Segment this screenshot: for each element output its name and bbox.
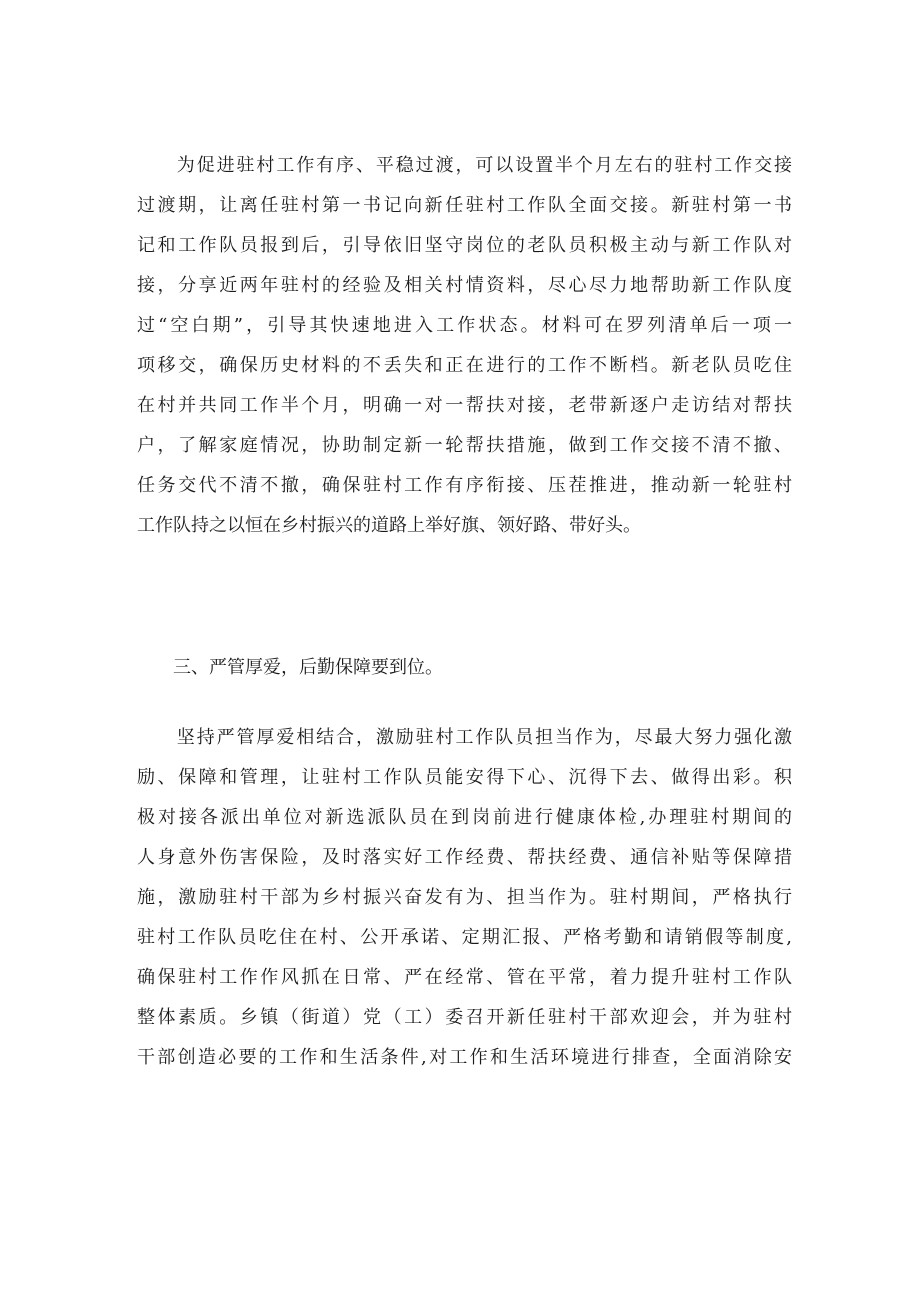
paragraph-line: 驻村工作队员吃住在村、公开承诺、定期汇报、严格考勤和请销假等制度,	[137, 927, 792, 948]
section-heading-3	[137, 648, 792, 688]
paragraph-line: 在村并共同工作半个月，明确一对一帮扶对接，老带新逐户走访结对帮扶	[137, 395, 792, 416]
paragraph-line: 项移交，确保历史材料的不丢失和正在进行的工作不断档。新老队员吃住	[137, 355, 792, 376]
paragraph-line: 接，分享近两年驻村的经验及相关村情资料，尽心尽力地帮助新工作队度	[137, 275, 792, 296]
paragraph-line: 任务交代不清不撤，确保驻村工作有序衔接、压茬推进，推动新一轮驻村	[137, 475, 792, 496]
paragraph-line: 户，了解家庭情况，协助制定新一轮帮扶措施，做到工作交接不清不撤、	[137, 435, 792, 456]
paragraph-support-guarantee	[137, 718, 792, 1078]
paragraph-line: 过渡期，让离任驻村第一书记向新任驻村工作队全面交接。新驻村第一书	[137, 195, 792, 216]
paragraph-line: 坚持严管厚爱相结合，激励驻村工作队员担当作为，尽最大努力强化激	[137, 727, 792, 748]
paragraph-line: 记和工作队员报到后，引导依旧坚守岗位的老队员积极主动与新工作队对	[137, 235, 792, 256]
paragraph-transition-period	[137, 146, 792, 546]
paragraph-line: 人身意外伤害保险，及时落实好工作经费、帮扶经费、通信补贴等保障措	[137, 847, 792, 868]
paragraph-line: 为促进驻村工作有序、平稳过渡，可以设置半个月左右的驻村工作交接	[137, 155, 792, 176]
paragraph-line: 整体素质。乡镇（街道）党（工）委召开新任驻村干部欢迎会，并为驻村	[137, 1007, 792, 1028]
section-heading-text: 三、严管厚爱，后勤保障要到位。	[137, 657, 443, 678]
paragraph-line: 施，激励驻村干部为乡村振兴奋发有为、担当作为。驻村期间，严格执行	[137, 887, 792, 908]
paragraph-line: 干部创造必要的工作和生活条件,对工作和生活环境进行排查，全面消除安	[137, 1047, 792, 1068]
paragraph-line: 确保驻村工作作风抓在日常、严在经常、管在平常，着力提升驻村工作队	[137, 967, 792, 988]
paragraph-line: 工作队持之以恒在乡村振兴的道路上举好旗、领好路、带好头。	[137, 515, 641, 536]
paragraph-line: 励、保障和管理，让驻村工作队员能安得下心、沉得下去、做得出彩。积	[137, 767, 792, 788]
paragraph-line: 极对接各派出单位对新选派队员在到岗前进行健康体检,办理驻村期间的	[137, 807, 792, 828]
paragraph-line: 过“空白期”，引导其快速地进入工作状态。材料可在罗列清单后一项一	[137, 315, 792, 336]
